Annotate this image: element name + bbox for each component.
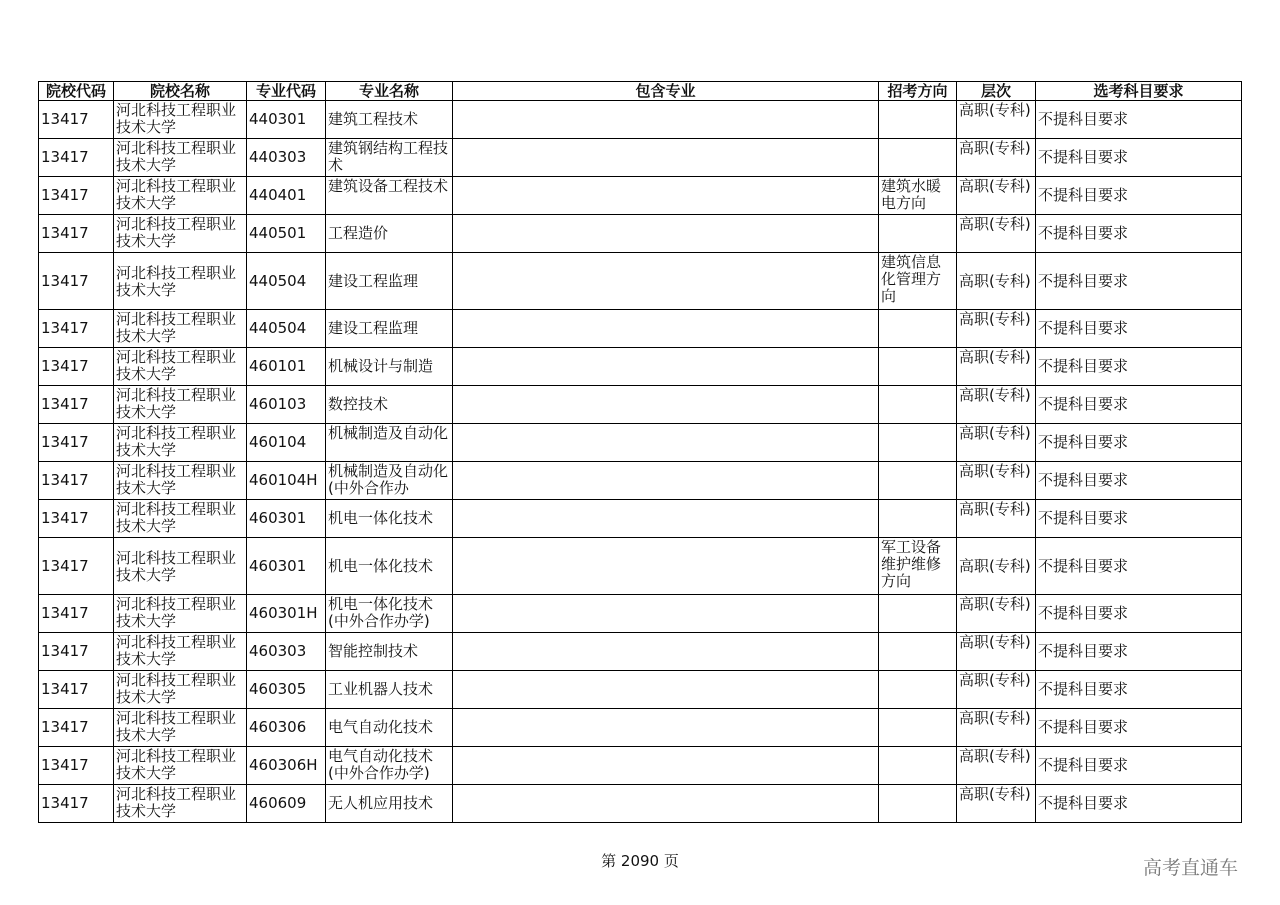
school-name-cell: 河北科技工程职业技术大学 xyxy=(114,595,247,633)
table-row xyxy=(39,671,1242,709)
requirement-cell: 不提科目要求 xyxy=(1036,747,1242,785)
school-code-cell: 13417 xyxy=(39,253,114,310)
school-name-cell: 河北科技工程职业技术大学 xyxy=(114,177,247,215)
included-majors-cell xyxy=(453,139,879,177)
school-code-cell: 13417 xyxy=(39,747,114,785)
table-row xyxy=(39,310,1242,348)
watermark-text: 高考直通车 xyxy=(1143,857,1239,879)
school-code-cell: 13417 xyxy=(39,462,114,500)
table-row xyxy=(39,633,1242,671)
table-row xyxy=(39,709,1242,747)
requirement-cell: 不提科目要求 xyxy=(1036,386,1242,424)
direction-cell xyxy=(879,785,957,823)
included-majors-cell xyxy=(453,671,879,709)
included-majors-cell xyxy=(453,747,879,785)
major-code-cell: 440301 xyxy=(247,101,326,139)
school-code-cell: 13417 xyxy=(39,177,114,215)
direction-cell xyxy=(879,709,957,747)
school-name-cell: 河北科技工程职业技术大学 xyxy=(114,633,247,671)
major-code-cell: 460306H xyxy=(247,747,326,785)
direction-cell: 建筑信息化管理方向 xyxy=(879,253,957,310)
direction-cell xyxy=(879,500,957,538)
level-cell: 高职(专科) xyxy=(957,500,1036,538)
table-row xyxy=(39,177,1242,215)
major-code-cell: 460305 xyxy=(247,671,326,709)
major-name-cell: 数控技术 xyxy=(326,386,453,424)
major-code-cell: 460301 xyxy=(247,500,326,538)
included-majors-cell xyxy=(453,310,879,348)
direction-cell: 建筑水暖电方向 xyxy=(879,177,957,215)
school-code-cell: 13417 xyxy=(39,633,114,671)
table-row xyxy=(39,500,1242,538)
school-name-cell: 河北科技工程职业技术大学 xyxy=(114,253,247,310)
major-name-cell: 建设工程监理 xyxy=(326,253,453,310)
requirement-cell: 不提科目要求 xyxy=(1036,709,1242,747)
level-cell: 高职(专科) xyxy=(957,177,1036,215)
included-majors-cell xyxy=(453,462,879,500)
direction-cell xyxy=(879,747,957,785)
direction-cell xyxy=(879,462,957,500)
school-code-cell: 13417 xyxy=(39,348,114,386)
direction-cell xyxy=(879,215,957,253)
table-row xyxy=(39,747,1242,785)
school-code-cell: 13417 xyxy=(39,139,114,177)
level-cell: 高职(专科) xyxy=(957,101,1036,139)
level-cell: 高职(专科) xyxy=(957,215,1036,253)
school-name-cell: 河北科技工程职业技术大学 xyxy=(114,424,247,462)
school-name-cell: 河北科技工程职业技术大学 xyxy=(114,139,247,177)
school-code-cell: 13417 xyxy=(39,500,114,538)
level-cell: 高职(专科) xyxy=(957,785,1036,823)
major-name-cell: 无人机应用技术 xyxy=(326,785,453,823)
included-majors-cell xyxy=(453,538,879,595)
major-name-cell: 工业机器人技术 xyxy=(326,671,453,709)
school-name-cell: 河北科技工程职业技术大学 xyxy=(114,500,247,538)
included-majors-cell xyxy=(453,101,879,139)
direction-cell xyxy=(879,386,957,424)
included-majors-cell xyxy=(453,253,879,310)
school-name-cell: 河北科技工程职业技术大学 xyxy=(114,785,247,823)
school-code-cell: 13417 xyxy=(39,424,114,462)
major-name-cell: 建筑设备工程技术 xyxy=(326,177,453,215)
school-code-cell: 13417 xyxy=(39,785,114,823)
school-name-cell: 河北科技工程职业技术大学 xyxy=(114,709,247,747)
major-code-cell: 460101 xyxy=(247,348,326,386)
table-row xyxy=(39,424,1242,462)
major-code-cell: 440504 xyxy=(247,310,326,348)
requirement-cell: 不提科目要求 xyxy=(1036,671,1242,709)
requirement-cell: 不提科目要求 xyxy=(1036,177,1242,215)
school-name-cell: 河北科技工程职业技术大学 xyxy=(114,462,247,500)
included-majors-cell xyxy=(453,500,879,538)
requirement-cell: 不提科目要求 xyxy=(1036,215,1242,253)
school-code-cell: 13417 xyxy=(39,595,114,633)
major-code-cell: 460301 xyxy=(247,538,326,595)
major-code-cell: 440504 xyxy=(247,253,326,310)
school-code-cell: 13417 xyxy=(39,386,114,424)
header-school-name: 院校名称 xyxy=(114,82,247,101)
direction-cell xyxy=(879,671,957,709)
major-code-cell: 460306 xyxy=(247,709,326,747)
table-row xyxy=(39,538,1242,595)
school-code-cell: 13417 xyxy=(39,671,114,709)
direction-cell xyxy=(879,595,957,633)
school-name-cell: 河北科技工程职业技术大学 xyxy=(114,671,247,709)
major-code-cell: 460301H xyxy=(247,595,326,633)
major-code-cell: 440303 xyxy=(247,139,326,177)
requirement-cell: 不提科目要求 xyxy=(1036,500,1242,538)
school-code-cell: 13417 xyxy=(39,215,114,253)
direction-cell: 军工设备维护维修方向 xyxy=(879,538,957,595)
school-name-cell: 河北科技工程职业技术大学 xyxy=(114,386,247,424)
header-level: 层次 xyxy=(957,82,1036,101)
included-majors-cell xyxy=(453,177,879,215)
major-name-cell: 机械制造及自动化 xyxy=(326,424,453,462)
included-majors-cell xyxy=(453,595,879,633)
table-row xyxy=(39,595,1242,633)
table-row xyxy=(39,101,1242,139)
level-cell: 高职(专科) xyxy=(957,386,1036,424)
major-name-cell: 建筑工程技术 xyxy=(326,101,453,139)
major-name-cell: 建设工程监理 xyxy=(326,310,453,348)
school-code-cell: 13417 xyxy=(39,310,114,348)
major-code-cell: 460303 xyxy=(247,633,326,671)
major-name-cell: 机电一体化技术 xyxy=(326,538,453,595)
header-school-code: 院校代码 xyxy=(39,82,114,101)
level-cell: 高职(专科) xyxy=(957,424,1036,462)
included-majors-cell xyxy=(453,386,879,424)
requirement-cell: 不提科目要求 xyxy=(1036,462,1242,500)
school-name-cell: 河北科技工程职业技术大学 xyxy=(114,538,247,595)
major-name-cell: 电气自动化技术(中外合作办学) xyxy=(326,747,453,785)
level-cell: 高职(专科) xyxy=(957,462,1036,500)
header-direction: 招考方向 xyxy=(879,82,957,101)
header-major-name: 专业名称 xyxy=(326,82,453,101)
school-code-cell: 13417 xyxy=(39,101,114,139)
school-name-cell: 河北科技工程职业技术大学 xyxy=(114,215,247,253)
level-cell: 高职(专科) xyxy=(957,671,1036,709)
requirement-cell: 不提科目要求 xyxy=(1036,253,1242,310)
requirement-cell: 不提科目要求 xyxy=(1036,538,1242,595)
requirement-cell: 不提科目要求 xyxy=(1036,633,1242,671)
level-cell: 高职(专科) xyxy=(957,633,1036,671)
included-majors-cell xyxy=(453,424,879,462)
requirement-cell: 不提科目要求 xyxy=(1036,595,1242,633)
included-majors-cell xyxy=(453,215,879,253)
level-cell: 高职(专科) xyxy=(957,709,1036,747)
requirement-cell: 不提科目要求 xyxy=(1036,101,1242,139)
header-row xyxy=(39,82,1242,101)
level-cell: 高职(专科) xyxy=(957,310,1036,348)
table-row xyxy=(39,215,1242,253)
major-name-cell: 工程造价 xyxy=(326,215,453,253)
major-name-cell: 机械设计与制造 xyxy=(326,348,453,386)
school-name-cell: 河北科技工程职业技术大学 xyxy=(114,101,247,139)
level-cell: 高职(专科) xyxy=(957,253,1036,310)
included-majors-cell xyxy=(453,785,879,823)
table-row xyxy=(39,386,1242,424)
requirement-cell: 不提科目要求 xyxy=(1036,139,1242,177)
direction-cell xyxy=(879,348,957,386)
school-name-cell: 河北科技工程职业技术大学 xyxy=(114,747,247,785)
level-cell: 高职(专科) xyxy=(957,538,1036,595)
level-cell: 高职(专科) xyxy=(957,595,1036,633)
major-code-cell: 440501 xyxy=(247,215,326,253)
major-name-cell: 机械制造及自动化(中外合作办 xyxy=(326,462,453,500)
included-majors-cell xyxy=(453,709,879,747)
major-code-cell: 460103 xyxy=(247,386,326,424)
major-name-cell: 智能控制技术 xyxy=(326,633,453,671)
major-name-cell: 机电一体化技术 xyxy=(326,500,453,538)
admission-table xyxy=(38,81,1242,823)
major-code-cell: 460104 xyxy=(247,424,326,462)
header-major-code: 专业代码 xyxy=(247,82,326,101)
direction-cell xyxy=(879,310,957,348)
direction-cell xyxy=(879,139,957,177)
school-name-cell: 河北科技工程职业技术大学 xyxy=(114,348,247,386)
major-name-cell: 电气自动化技术 xyxy=(326,709,453,747)
requirement-cell: 不提科目要求 xyxy=(1036,310,1242,348)
page-number: 第 2090 页 xyxy=(601,852,679,870)
level-cell: 高职(专科) xyxy=(957,139,1036,177)
header-subject-requirement: 选考科目要求 xyxy=(1036,82,1242,101)
direction-cell xyxy=(879,633,957,671)
included-majors-cell xyxy=(453,633,879,671)
major-code-cell: 460104H xyxy=(247,462,326,500)
table-row xyxy=(39,139,1242,177)
requirement-cell: 不提科目要求 xyxy=(1036,348,1242,386)
requirement-cell: 不提科目要求 xyxy=(1036,785,1242,823)
table-row xyxy=(39,785,1242,823)
header-included-majors: 包含专业 xyxy=(453,82,879,101)
major-code-cell: 460609 xyxy=(247,785,326,823)
level-cell: 高职(专科) xyxy=(957,348,1036,386)
level-cell: 高职(专科) xyxy=(957,747,1036,785)
school-name-cell: 河北科技工程职业技术大学 xyxy=(114,310,247,348)
table-row xyxy=(39,462,1242,500)
table-row xyxy=(39,253,1242,310)
school-code-cell: 13417 xyxy=(39,709,114,747)
school-code-cell: 13417 xyxy=(39,538,114,595)
included-majors-cell xyxy=(453,348,879,386)
major-name-cell: 建筑钢结构工程技术 xyxy=(326,139,453,177)
table-row xyxy=(39,348,1242,386)
requirement-cell: 不提科目要求 xyxy=(1036,424,1242,462)
major-name-cell: 机电一体化技术(中外合作办学) xyxy=(326,595,453,633)
major-code-cell: 440401 xyxy=(247,177,326,215)
direction-cell xyxy=(879,101,957,139)
direction-cell xyxy=(879,424,957,462)
table-body xyxy=(39,101,1242,823)
